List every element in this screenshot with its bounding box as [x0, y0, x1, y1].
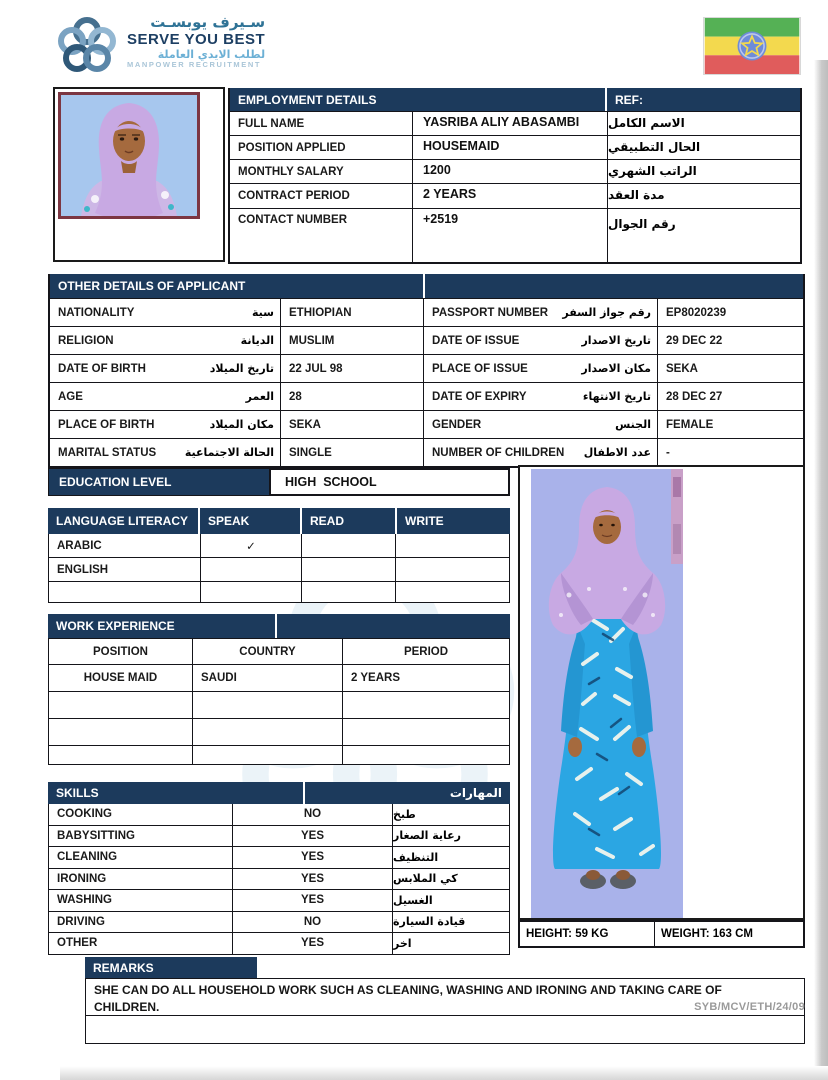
field-label-arabic: تاريخ الانتهاء [582, 390, 651, 403]
field-value: EP8020239 [657, 299, 803, 326]
position-cell: HOUSE MAID [83, 672, 158, 684]
height-value: HEIGHT: 59 KG [526, 928, 609, 940]
table-header-row [48, 638, 510, 665]
period-cell [342, 719, 509, 745]
field-value: 22 JUL 98 [280, 355, 423, 382]
speak-cell [200, 558, 301, 581]
table-row [230, 111, 800, 135]
country-cell: SAUDI [192, 665, 342, 691]
write-cell [395, 582, 509, 602]
write-cell [395, 558, 509, 581]
skill-value: NO [232, 804, 392, 825]
field-label-arabic: سية [252, 306, 274, 319]
field-label: MARITAL STATUS [58, 446, 157, 459]
table-row [48, 890, 510, 912]
applicant-portrait-photo [58, 92, 200, 219]
read-cell [301, 558, 395, 581]
table-row [230, 183, 800, 208]
education-level-row [48, 468, 510, 496]
field-value: 1200 [412, 160, 607, 183]
position-cell [49, 746, 192, 764]
field-label-arabic: الحالة الاجتماعية [184, 446, 274, 459]
field-value: 2 YEARS [412, 184, 607, 208]
table-row [48, 692, 510, 719]
position-cell [49, 692, 192, 718]
field-value: 28 DEC 27 [657, 383, 803, 410]
field-label: CONTACT NUMBER [238, 214, 348, 226]
table-row [48, 558, 510, 582]
ethiopia-flag-icon [703, 17, 801, 75]
field-label: FULL NAME [238, 117, 305, 130]
skill-value: YES [232, 826, 392, 847]
country-cell [192, 692, 342, 718]
field-value: 28 [280, 383, 423, 410]
speak-cell [200, 582, 301, 602]
field-label: PLACE OF ISSUE [432, 362, 528, 375]
skill-value: YES [232, 890, 392, 911]
field-label-arabic: الحال التطبيقي [607, 136, 800, 159]
field-label: DATE OF ISSUE [432, 334, 520, 347]
skill-name: BABYSITTING [57, 829, 135, 842]
remarks-header: REMARKS [85, 957, 257, 978]
logo-arabic-tagline: لطلب الايدي العاملة [157, 47, 266, 61]
write-header: WRITE [397, 508, 510, 534]
skills-header [48, 782, 510, 804]
field-value: SINGLE [280, 439, 423, 466]
table-row [48, 719, 510, 746]
table-row [48, 933, 510, 955]
field-label-arabic: الديانة [240, 334, 274, 347]
table-row [48, 826, 510, 848]
education-level-label: EDUCATION LEVEL [48, 468, 270, 496]
field-value: ETHIOPIAN [280, 299, 423, 326]
field-label: GENDER [432, 418, 482, 431]
table-row [48, 847, 510, 869]
field-label-arabic: الراتب الشهري [607, 160, 800, 183]
field-label-arabic: تاريخ الاصدار [581, 334, 651, 347]
field-label: NUMBER OF CHILDREN [432, 446, 565, 459]
skill-name: DRIVING [57, 915, 105, 928]
physical-measurements-row [518, 920, 805, 948]
work-experience-table [48, 614, 510, 765]
field-value: HOUSEMAID [412, 136, 607, 159]
other-details-table [48, 274, 805, 468]
skill-value: NO [232, 912, 392, 933]
field-label: POSITION APPLIED [238, 141, 346, 154]
field-value: - [657, 439, 803, 466]
skill-arabic: رعاية الصغار [392, 826, 509, 847]
table-row [50, 298, 803, 326]
skills-title: SKILLS [56, 786, 99, 800]
scan-edge-right [814, 60, 828, 1080]
field-value: 29 DEC 22 [657, 327, 803, 354]
other-details-header [50, 274, 803, 298]
period-cell [342, 692, 509, 718]
country-cell [192, 719, 342, 745]
speak-checkmark: ✓ [200, 534, 301, 557]
table-row [48, 746, 510, 765]
skills-table [48, 782, 510, 955]
table-row [50, 410, 803, 438]
work-experience-title: WORK EXPERIENCE [56, 619, 175, 633]
field-label: DATE OF BIRTH [58, 362, 146, 375]
field-label: PLACE OF BIRTH [58, 418, 155, 431]
position-cell [49, 719, 192, 745]
field-value: MUSLIM [280, 327, 423, 354]
field-label-arabic: رقم جواز السفر [562, 306, 651, 319]
skill-value: YES [232, 847, 392, 868]
education-level-value: HIGH SCHOOL [270, 468, 510, 496]
country-cell [192, 746, 342, 764]
ref-header: REF: [607, 88, 800, 111]
other-details-title: OTHER DETAILS OF APPLICANT [58, 279, 246, 293]
field-value: SEKA [657, 355, 803, 382]
field-value: FEMALE [657, 411, 803, 438]
country-header: COUNTRY [192, 639, 342, 664]
language-name: ARABIC [57, 539, 102, 552]
field-label-arabic: عدد الاطفال [583, 446, 651, 459]
field-label: CONTRACT PERIOD [238, 190, 350, 202]
table-row [48, 665, 510, 692]
skill-value: YES [232, 933, 392, 954]
period-header: PERIOD [342, 639, 509, 664]
table-row [230, 159, 800, 183]
read-header: READ [302, 508, 395, 534]
read-cell [301, 582, 395, 602]
field-value: SEKA [280, 411, 423, 438]
speak-header: SPEAK [200, 508, 300, 534]
table-row [50, 326, 803, 354]
skill-name: CLEANING [57, 851, 118, 864]
skill-value: YES [232, 869, 392, 890]
table-row [48, 534, 510, 558]
skill-name: OTHER [57, 937, 98, 950]
agency-logo [55, 14, 265, 78]
table-row [230, 208, 800, 262]
logo-arabic-name: سـيرف يوبسـت [150, 13, 266, 31]
field-label: PASSPORT NUMBER [432, 306, 549, 319]
table-row [48, 912, 510, 934]
remarks-empty-row [85, 1016, 805, 1044]
field-value: YASRIBA ALIY ABASAMBI [412, 112, 607, 135]
skill-arabic: التنظيف [392, 847, 509, 868]
field-value: +2519 [412, 209, 607, 262]
skill-arabic: الغسيل [392, 890, 509, 911]
field-label: MONTHLY SALARY [238, 165, 344, 178]
skill-name: IRONING [57, 872, 107, 885]
document-code: SYB/MCV/ETH/24/09 [694, 1001, 805, 1013]
field-label-arabic: رقم الجوال [607, 209, 800, 262]
logo-english-name: SERVE YOU BEST [127, 31, 266, 49]
language-name [49, 582, 200, 602]
language-literacy-table [48, 508, 510, 603]
table-row [48, 582, 510, 603]
skill-name: WASHING [57, 894, 112, 907]
field-label-arabic: تاريخ الميلاد [209, 362, 274, 375]
field-label: AGE [58, 390, 83, 403]
weight-value: WEIGHT: 163 CM [654, 922, 803, 946]
skills-title-arabic: المهارات [449, 786, 502, 800]
period-cell [342, 746, 509, 764]
table-row [50, 382, 803, 410]
table-row [48, 869, 510, 891]
skill-arabic: قيادة السيارة [392, 912, 509, 933]
table-row [50, 354, 803, 382]
table-row [50, 438, 803, 466]
skill-arabic: طبخ [392, 804, 509, 825]
field-label: DATE OF EXPIRY [432, 390, 527, 403]
skill-name: COOKING [57, 808, 112, 821]
remarks-text: SHE CAN DO ALL HOUSEHOLD WORK SUCH AS CLEANING, WASHING AND IRONING AND TAKING CARE OF CHILDREN. [85, 978, 805, 1016]
table-row [48, 804, 510, 826]
field-label-arabic: العمر [245, 390, 274, 403]
field-label-arabic: مدة العقد [607, 184, 800, 208]
table-row [230, 135, 800, 159]
language-literacy-header: LANGUAGE LITERACY [48, 508, 198, 534]
skill-arabic: اخر [392, 933, 509, 954]
logo-english-tagline: MANPOWER RECRUITMENT [127, 60, 262, 70]
knot-logo-icon [55, 14, 119, 78]
skill-arabic: كي الملابس [392, 869, 509, 890]
position-header: POSITION [93, 645, 148, 658]
full-body-photo-frame [518, 465, 805, 920]
field-label-arabic: مكان الميلاد [209, 418, 274, 431]
field-label: NATIONALITY [58, 306, 135, 319]
language-name: ENGLISH [57, 563, 109, 576]
period-cell: 2 YEARS [342, 665, 509, 691]
write-cell [395, 534, 509, 557]
field-label-arabic: الاسم الكامل [607, 112, 800, 135]
field-label-arabic: الجنس [615, 418, 651, 431]
employment-details-table [228, 88, 802, 264]
work-experience-header [48, 614, 510, 638]
portrait-photo-frame [53, 87, 225, 262]
field-label: RELIGION [58, 334, 114, 347]
applicant-full-body-photo [531, 469, 683, 918]
read-cell [301, 534, 395, 557]
field-label-arabic: مكان الاصدار [581, 362, 651, 375]
scan-edge-bottom [60, 1066, 828, 1080]
employment-details-header: EMPLOYMENT DETAILS [230, 88, 605, 111]
